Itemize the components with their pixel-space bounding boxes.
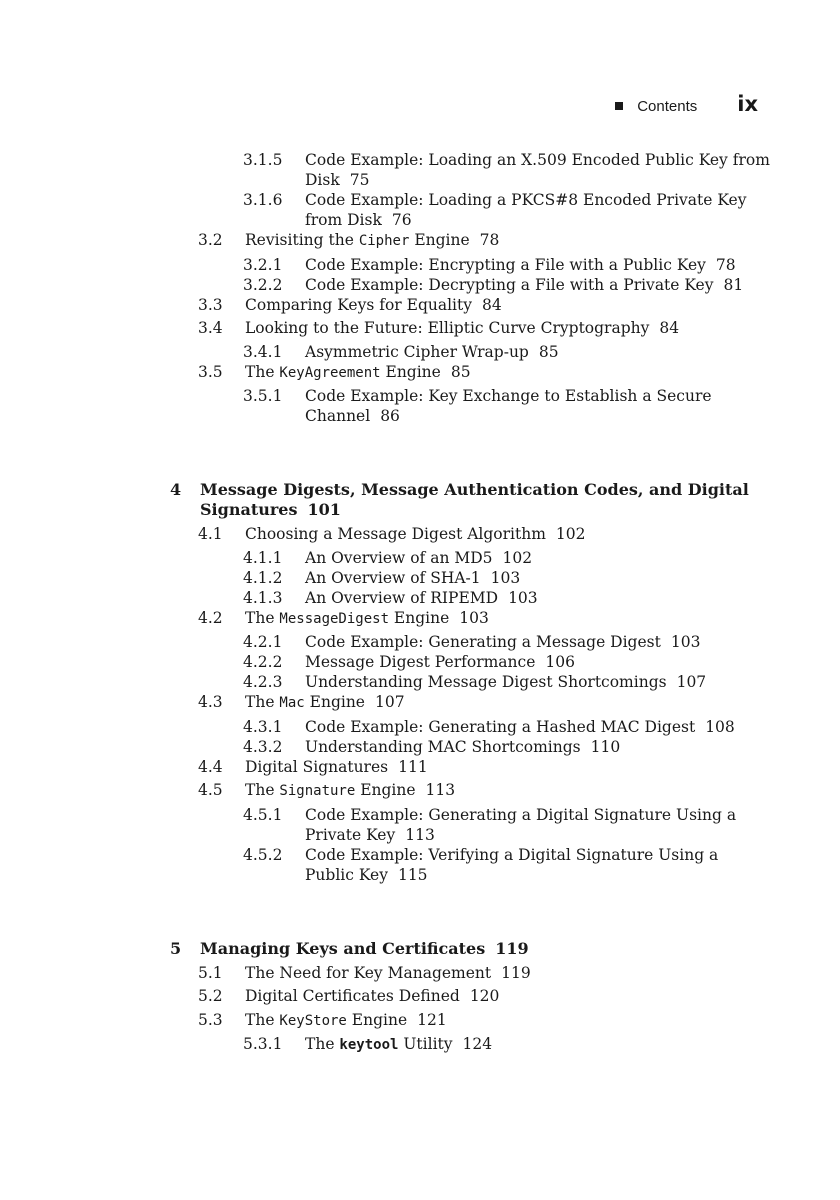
table-of-contents [170,150,770,1055]
entry-title-pre: The [245,781,280,799]
entry-title-code: KeyStore [279,1012,347,1029]
toc-entry[interactable] [170,652,770,672]
entry-page: 86 [380,407,400,425]
entry-number: 3.5 [198,362,223,381]
toc-entry[interactable] [170,150,770,190]
entry-title-code: Signature [279,783,356,799]
entry-title: Code Example: Generating a Hashed MAC Digest [305,717,696,736]
entry-number: 4.3 [198,693,223,711]
entry-number: 4.5.2 [243,845,283,864]
toc-entry[interactable] [170,986,770,1006]
chapter-title: Message Digests, Message Authentication Codes, and Digital Signatures [200,480,749,519]
entry-title: Code Example: Decrypting a File with a Private Key [305,275,714,294]
entry-page: 84 [482,295,502,314]
entry-title-pre: Revisiting the [245,231,359,249]
entry-page: 107 [374,693,405,711]
entry-title-post: Engine [409,231,470,249]
entry-page: 110 [590,737,621,756]
entry-title: Message Digest Performance [305,653,536,671]
entry-number: 3.1.5 [243,151,283,169]
entry-page: 115 [397,865,428,884]
toc-entry[interactable] [170,845,770,885]
entry-number: 4.2 [198,608,223,627]
entry-page: 78 [479,231,500,249]
toc-entry[interactable] [170,295,770,315]
toc-entry[interactable] [170,362,770,383]
toc-entry[interactable] [170,524,770,544]
toc-entry[interactable] [170,632,770,652]
entry-page: 81 [723,275,744,294]
entry-page: 84 [659,319,680,337]
entry-title-pre: The [305,1035,340,1053]
toc-chapter[interactable] [170,939,770,959]
entry-number: 4.2.1 [243,633,283,651]
entry-number: 3.4 [198,319,223,337]
toc-entry[interactable] [170,692,770,713]
entry-number: 3.2.2 [243,275,283,294]
entry-title-post: Engine [304,693,365,711]
entry-title: Asymmetric Cipher Wrap-up [305,342,529,361]
toc-entry[interactable] [170,588,770,608]
entry-title-code: Cipher [358,233,410,249]
entry-title: Choosing a Message Digest Algorithm [245,525,546,543]
entry-page: 107 [676,673,707,691]
entry-number: 4.1.1 [243,548,283,567]
toc-entry[interactable] [170,1034,770,1055]
square-bullet-icon [615,102,623,110]
entry-number: 4.5 [198,781,223,799]
spacer [170,885,770,919]
chapter-number: 5 [170,938,182,958]
entry-number: 5.1 [198,963,223,982]
entry-title: An Overview of RIPEMD [305,588,499,607]
entry-page: 85 [538,342,559,361]
toc-entry[interactable] [170,342,770,362]
entry-page: 102 [555,525,586,543]
entry-page: 103 [459,608,489,627]
entry-title: Understanding Message Digest Shortcomings [305,673,667,691]
chapter-page: 101 [307,500,341,519]
toc-entry[interactable] [170,275,770,295]
entry-number: 4.1 [198,525,223,543]
entry-number: 3.5.1 [243,387,283,405]
toc-entry[interactable] [170,737,770,757]
entry-title-post: Utility [398,1035,453,1053]
toc-entry[interactable] [170,190,770,230]
toc-entry[interactable] [170,963,770,983]
entry-title-code: MessageDigest [279,610,389,627]
entry-title: The Need for Key Management [245,963,492,982]
entry-page: 108 [705,717,735,736]
entry-title-code: KeyAgreement [279,364,381,381]
entry-page: 75 [349,171,370,189]
entry-page: 113 [405,825,435,844]
entry-number: 4.3.2 [243,737,283,756]
entry-number: 4.1.2 [243,568,283,587]
toc-entry[interactable] [170,255,770,275]
entry-title-pre: The [245,608,280,627]
entry-page: 119 [501,963,531,982]
entry-page: 106 [545,653,575,671]
header-label: Contents [637,98,698,115]
entry-number: 3.3 [198,295,223,314]
entry-page: 103 [670,633,701,651]
toc-entry[interactable] [170,318,770,338]
entry-title: An Overview of an MD5 [305,548,493,567]
toc-entry[interactable] [170,757,770,777]
entry-number: 4.2.2 [243,653,283,671]
entry-title: Code Example: Encrypting a File with a Public Key [305,255,706,274]
entry-number: 4.1.3 [243,588,283,607]
toc-entry[interactable] [170,780,770,801]
entry-page: 85 [450,362,471,381]
entry-number: 4.4 [198,757,223,776]
entry-title: Looking to the Future: Elliptic Curve Cryptography [245,319,650,337]
entry-title-post: Engine [346,1010,408,1029]
entry-title: An Overview of SHA-1 [305,568,481,587]
entry-title-post: Engine [380,362,441,381]
entry-title-code: keytool [339,1037,399,1053]
entry-page: 103 [508,588,538,607]
toc-entry[interactable] [170,386,770,426]
entry-number: 5.2 [198,987,223,1005]
entry-title: Digital Certificates Defined [245,987,460,1005]
toc-entry[interactable] [170,230,770,251]
entry-title-post: Engine [389,608,450,627]
entry-number: 4.5.1 [243,805,283,824]
entry-title-code: Mac [279,695,305,711]
page-number: ix [737,92,758,116]
entry-number: 5.3.1 [243,1035,283,1053]
entry-page: 111 [398,757,428,776]
entry-title-pre: The [245,693,280,711]
toc-entry[interactable] [170,1010,770,1031]
running-header [615,92,758,116]
entry-title-pre: The [245,1010,280,1029]
entry-title: Code Example: Generating a Digital Signature Using a Private Key [305,805,737,844]
entry-title-post: Engine [355,781,416,799]
entry-number: 3.4.1 [243,342,283,361]
entry-number: 4.2.3 [243,673,283,691]
entry-number: 5.3 [198,1010,223,1029]
chapter-page: 119 [495,938,529,958]
entry-page: 78 [715,255,736,274]
entry-number: 4.3.1 [243,717,283,736]
entry-page: 113 [425,781,456,799]
entry-title: Code Example: Generating a Message Digest [305,633,661,651]
entry-title: Code Example: Verifying a Digital Signature Using a Public Key [305,845,719,884]
toc-chapter[interactable] [170,480,770,520]
entry-page: 120 [469,987,500,1005]
entry-page: 76 [391,211,412,229]
spacer [170,426,770,460]
toc-entry[interactable] [170,672,770,692]
chapter-title: Managing Keys and Certificates [200,938,486,958]
entry-title: Code Example: Loading an X.509 Encoded Public Key from Disk [305,151,770,189]
entry-title: Code Example: Key Exchange to Establish a Secure Channel [305,387,712,425]
toc-entry[interactable] [170,717,770,737]
toc-entry[interactable] [170,805,770,845]
entry-title: Comparing Keys for Equality [245,295,472,314]
entry-page: 124 [462,1035,493,1053]
entry-title: Digital Signatures [245,757,389,776]
entry-number: 3.2.1 [243,255,283,274]
entry-title: Understanding MAC Shortcomings [305,737,581,756]
toc-entry[interactable] [170,608,770,629]
entry-title-pre: The [245,362,280,381]
entry-number: 3.1.6 [243,191,283,209]
toc-entry[interactable] [170,548,770,568]
chapter-number: 4 [170,480,182,499]
toc-entry[interactable] [170,568,770,588]
entry-page: 121 [417,1010,447,1029]
entry-number: 3.2 [198,231,223,249]
entry-page: 102 [502,548,533,567]
entry-title: Code Example: Loading a PKCS#8 Encoded Private Key from Disk [305,191,747,229]
entry-page: 103 [490,568,521,587]
